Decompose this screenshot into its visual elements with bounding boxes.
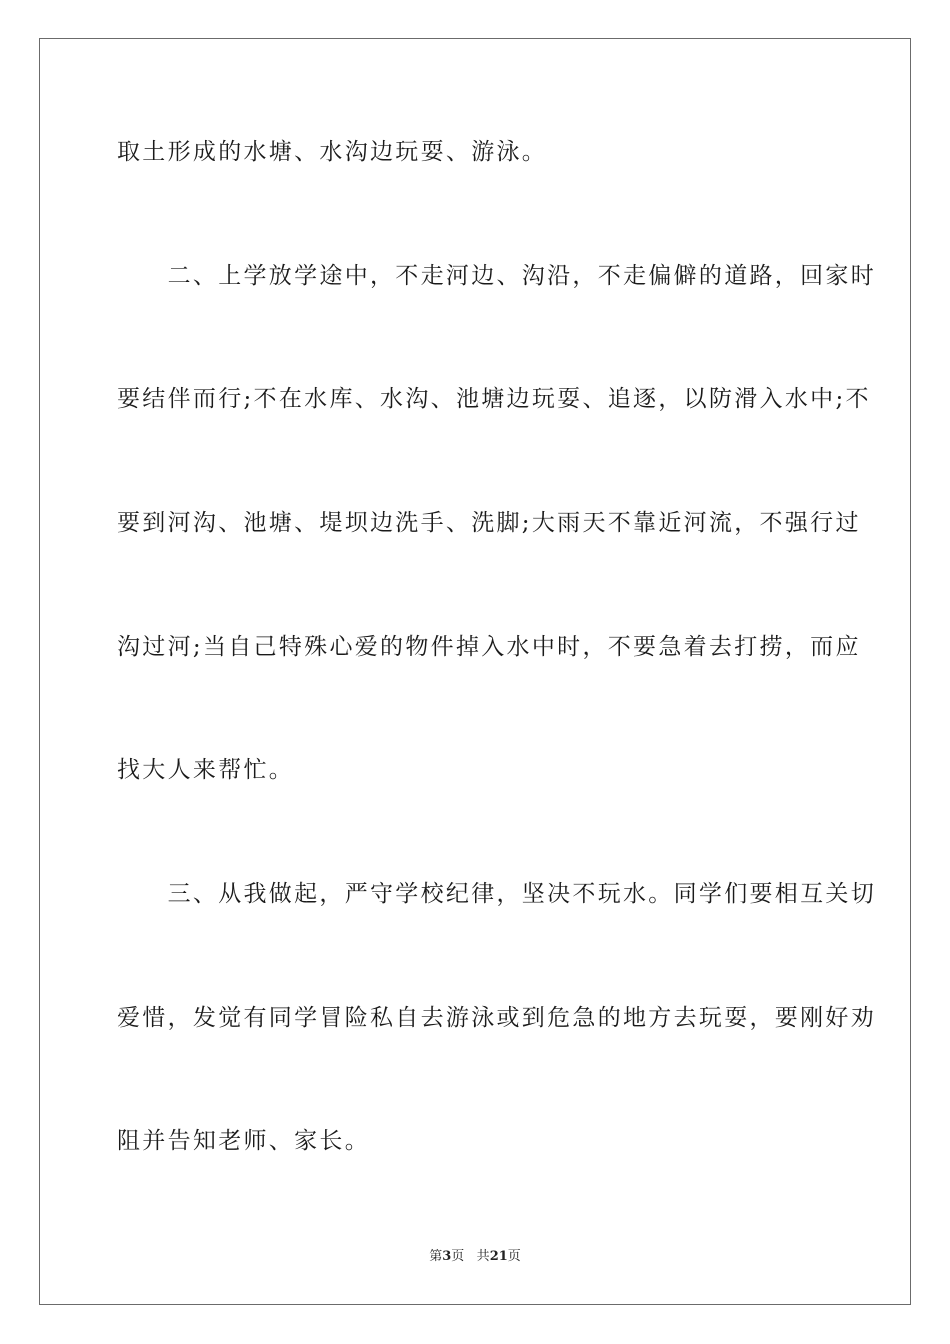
total-pages-number: 21 <box>489 1249 508 1264</box>
text-line-5: 沟过河;当自己特殊心爱的物件掉入水中时，不要急着去打捞，而应 <box>117 634 861 660</box>
text-line-3: 要结伴而行;不在水库、水沟、池塘边玩耍、追逐，以防滑入水中;不 <box>117 386 871 412</box>
text-line-6: 找大人来帮忙。 <box>117 757 295 783</box>
text-line-9: 阻并告知老师、家长。 <box>117 1128 370 1154</box>
page-footer <box>0 1248 950 1266</box>
total-prefix: 共 <box>476 1249 490 1264</box>
text-line-8: 爱惜，发觉有同学冒险私自去游泳或到危急的地方去玩耍，要刚好劝 <box>117 1005 876 1031</box>
page-border <box>39 38 911 1305</box>
text-line-7: 三、从我做起，严守学校纪律，坚决不玩水。同学们要相互关切 <box>117 881 876 907</box>
page-suffix: 页 <box>451 1249 465 1264</box>
text-line-4: 要到河沟、池塘、堤坝边洗手、洗脚;大雨天不靠近河流，不强行过 <box>117 510 861 536</box>
page-prefix: 第 <box>429 1249 443 1264</box>
total-suffix: 页 <box>507 1249 521 1264</box>
text-line-2: 二、上学放学途中，不走河边、沟沿，不走偏僻的道路，回家时 <box>117 263 876 289</box>
text-line-1: 取土形成的水塘、水沟边玩耍、游泳。 <box>117 139 548 165</box>
current-page-number: 3 <box>442 1249 452 1264</box>
